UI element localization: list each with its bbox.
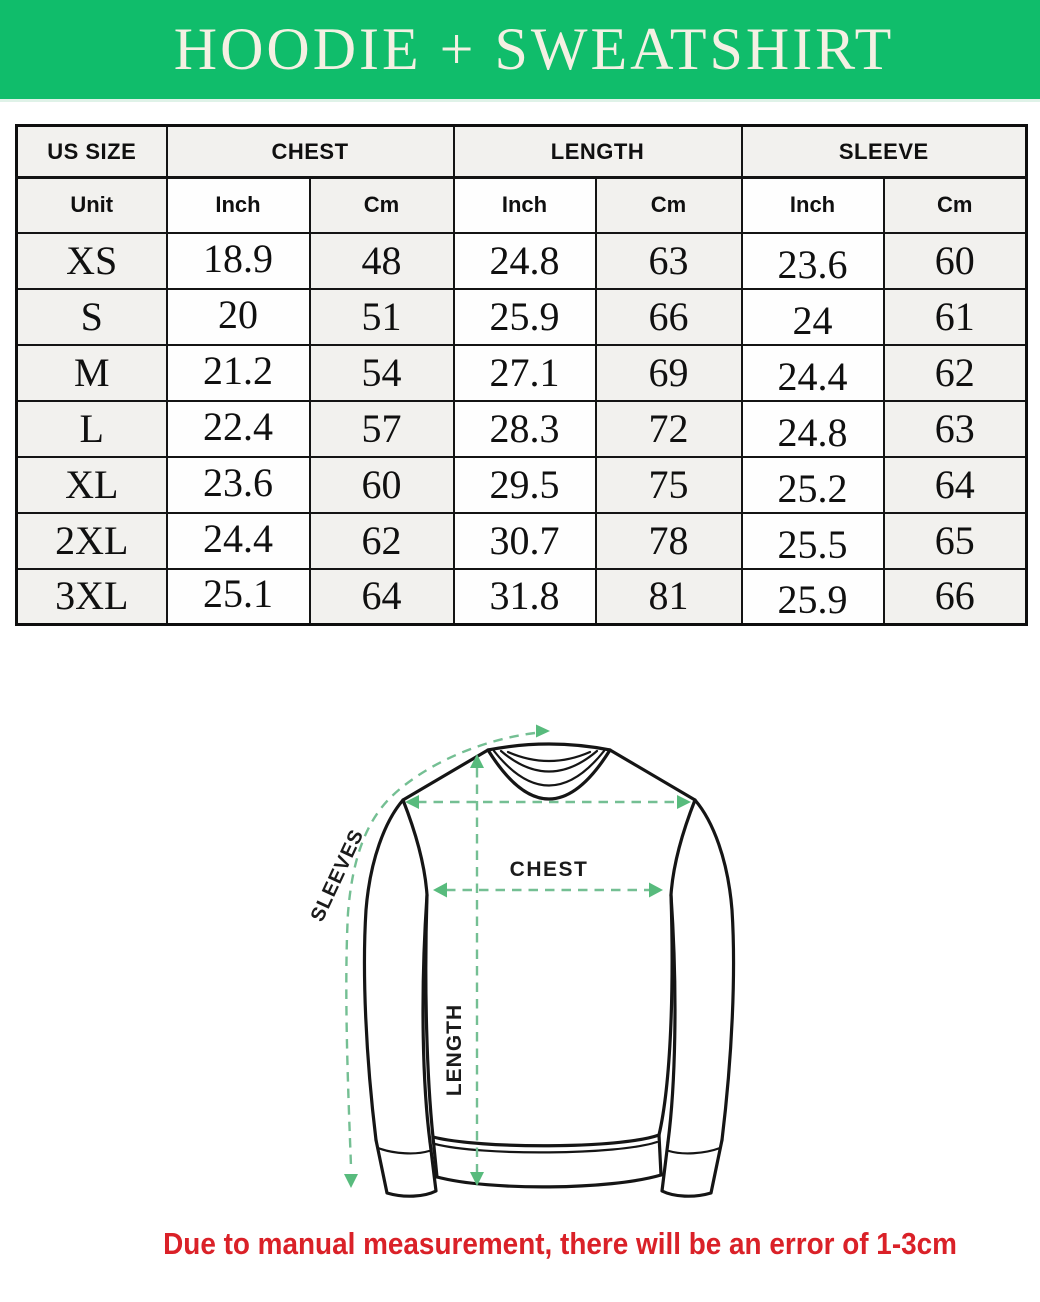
cell-value: 24.8 (454, 233, 596, 289)
table-row-s (17, 289, 1027, 345)
cell-value: 20 (167, 289, 310, 345)
cell-value: 78 (596, 513, 742, 569)
cell-value: 66 (596, 289, 742, 345)
cell-value: 23.6 (742, 233, 884, 289)
cell-value: 64 (310, 569, 454, 625)
cell-value: 25.9 (742, 569, 884, 625)
sleeve-inch-header: Inch (742, 178, 884, 233)
cell-value: 28.3 (454, 401, 596, 457)
sleeve-line (346, 733, 535, 1166)
unit-header: Unit (17, 178, 167, 233)
cell-value: 54 (310, 345, 454, 401)
chest-arrow-right-icon (649, 883, 663, 898)
cell-value: 60 (310, 457, 454, 513)
cell-value: 75 (596, 457, 742, 513)
table-row-xl (17, 457, 1027, 513)
cell-value: 27.1 (454, 345, 596, 401)
page-title: HOODIE + SWEATSHIRT (173, 16, 895, 82)
sweatshirt-sketch (290, 688, 810, 1233)
cell-value: 25.2 (742, 457, 884, 513)
cell-value: 62 (310, 513, 454, 569)
cell-value: 81 (596, 569, 742, 625)
cell-value: 23.6 (167, 457, 310, 513)
cell-value: 21.2 (167, 345, 310, 401)
cell-value: 48 (310, 233, 454, 289)
table-row-3xl (17, 569, 1027, 625)
cell-value: 51 (310, 289, 454, 345)
measurement-error-note: Due to manual measurement, there will be an error of 1-3cm (163, 1226, 957, 1261)
cell-value: 25.9 (454, 289, 596, 345)
column-header-us-size: US SIZE (17, 126, 167, 178)
column-header-chest: CHEST (167, 126, 454, 178)
title-banner (0, 0, 1040, 102)
cell-value: 24.4 (167, 513, 310, 569)
cell-value: 29.5 (454, 457, 596, 513)
size-label: 2XL (17, 513, 167, 569)
table-row-m (17, 345, 1027, 401)
size-label: M (17, 345, 167, 401)
cell-value: 60 (884, 233, 1027, 289)
cell-value: 31.8 (454, 569, 596, 625)
sleeves-measure-label: SLEEVES (306, 825, 369, 926)
size-chart-table (15, 124, 1028, 626)
cell-value: 18.9 (167, 233, 310, 289)
measurement-arrowheads (344, 725, 691, 1189)
chest-inch-header: Inch (167, 178, 310, 233)
sleeve-cm-header: Cm (884, 178, 1027, 233)
table-row-xs (17, 233, 1027, 289)
sleeve-arrow-bottom-icon (344, 1174, 358, 1188)
cell-value: 65 (884, 513, 1027, 569)
chest-cm-header: Cm (310, 178, 454, 233)
table-row-l (17, 401, 1027, 457)
length-inch-header: Inch (454, 178, 596, 233)
chest-arrow-left-icon (433, 883, 447, 898)
length-measure-label: LENGTH (443, 1003, 466, 1097)
garment-outline (364, 744, 733, 1196)
measurement-dashed-lines (346, 733, 679, 1172)
length-cm-header: Cm (596, 178, 742, 233)
cell-value: 63 (596, 233, 742, 289)
cell-value: 69 (596, 345, 742, 401)
cell-value: 57 (310, 401, 454, 457)
cell-value: 63 (884, 401, 1027, 457)
cell-value: 25.1 (167, 569, 310, 625)
sleeve-arrow-top-icon (536, 725, 550, 738)
cell-value: 30.7 (454, 513, 596, 569)
size-label: 3XL (17, 569, 167, 625)
cell-value: 62 (884, 345, 1027, 401)
table-unit-header-row (17, 178, 1027, 233)
size-label: S (17, 289, 167, 345)
cell-value: 24.8 (742, 401, 884, 457)
cell-value: 25.5 (742, 513, 884, 569)
size-label: XS (17, 233, 167, 289)
chest-measure-label: CHEST (509, 858, 589, 881)
size-label: L (17, 401, 167, 457)
cell-value: 72 (596, 401, 742, 457)
sweatshirt-measurement-diagram (290, 688, 810, 1233)
cell-value: 64 (884, 457, 1027, 513)
table-row-2xl (17, 513, 1027, 569)
size-label: XL (17, 457, 167, 513)
cell-value: 24.4 (742, 345, 884, 401)
cell-value: 24 (742, 289, 884, 345)
cell-value: 22.4 (167, 401, 310, 457)
cell-value: 66 (884, 569, 1027, 625)
cell-value: 61 (884, 289, 1027, 345)
column-header-sleeve: SLEEVE (742, 126, 1027, 178)
column-header-length: LENGTH (454, 126, 742, 178)
table-group-header-row (17, 126, 1027, 178)
